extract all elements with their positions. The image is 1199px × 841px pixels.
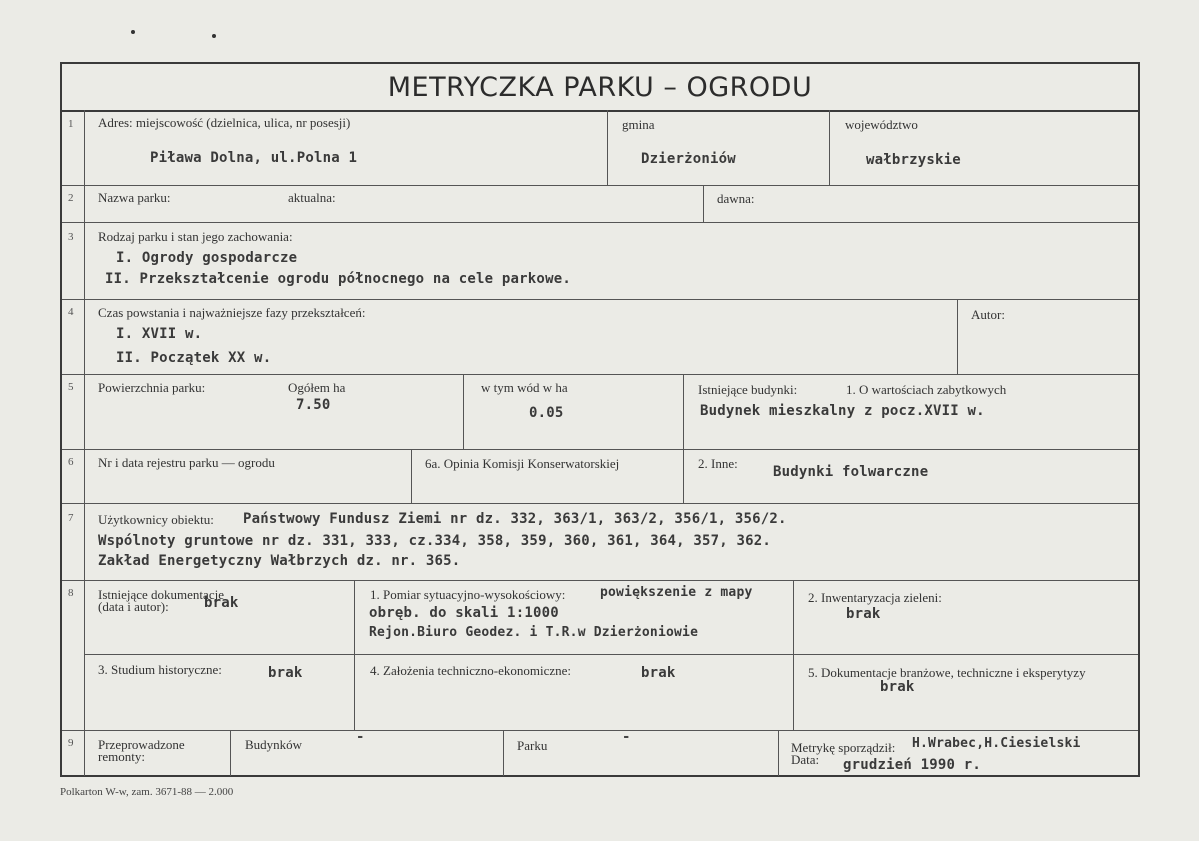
tech-assumptions-value: brak — [641, 665, 676, 681]
col-divider — [829, 110, 830, 185]
origin-line-1: I. XVII w. — [116, 326, 203, 342]
col-divider — [607, 110, 608, 185]
address-label: Adres: miejscowość (dzielnica, ulica, nr posesji) — [98, 115, 351, 130]
wojewodztwo-label: województwo — [845, 117, 918, 132]
greenery-inventory-label: 2. Inwentaryzacja zieleni: — [808, 590, 942, 605]
users-label: Użytkownicy obiektu: — [98, 512, 214, 527]
title-divider — [62, 110, 1138, 112]
monuments-value: Budynek mieszkalny z pocz.XVII w. — [700, 403, 985, 419]
row-number: 8 — [68, 587, 74, 599]
gmina-label: gmina — [622, 117, 655, 132]
col-divider — [503, 730, 504, 776]
wojewodztwo-value: wałbrzyskie — [866, 152, 961, 168]
row-number: 4 — [68, 306, 74, 318]
col-divider — [354, 580, 355, 730]
survey-line-1: powiększenie z mapy — [600, 585, 753, 600]
survey-line-3: Rejon.Biuro Geodez. i T.R.w Dzierżoniowie — [369, 625, 699, 640]
date-value: grudzień 1990 r. — [843, 757, 982, 773]
row-divider — [62, 503, 1138, 504]
col-divider — [793, 580, 794, 730]
row-divider — [62, 449, 1138, 450]
number-column-divider — [84, 110, 85, 776]
col-divider — [230, 730, 231, 776]
col-divider — [463, 374, 464, 449]
park-type-line-1: I. Ogrody gospodarcze — [116, 250, 298, 266]
branch-docs-value: brak — [880, 679, 915, 695]
row-number: 9 — [68, 737, 74, 749]
renovations-park-label: Parku — [517, 738, 548, 753]
col-divider — [957, 299, 958, 374]
renovations-buildings-label: Budynków — [245, 737, 303, 752]
park-type-label: Rodzaj parku i stan jego zachowania: — [98, 229, 293, 244]
origin-line-2: II. Początek XX w. — [116, 350, 272, 366]
water-area-value: 0.05 — [529, 405, 564, 421]
total-area-value: 7.50 — [296, 397, 331, 413]
existing-docs-value: brak — [204, 595, 239, 611]
existing-docs-label: Istniejące dokumentacje — [98, 587, 224, 602]
form-title: METRYCZKA PARKU – OGRODU — [387, 72, 813, 103]
renovations-buildings-value: - — [356, 729, 365, 745]
users-line-3: Zakład Energetyczny Wałbrzych dz. nr. 365. — [98, 553, 461, 569]
buildings-label: Istniejące budynki: — [698, 382, 798, 397]
users-line-1: Państwowy Fundusz Ziemi nr dz. 332, 363/1, 363/2, 356/1, 356/2. — [243, 511, 787, 527]
col-divider — [703, 185, 704, 222]
gmina-value: Dzierżoniów — [641, 151, 736, 167]
area-label: Powierzchnia parku: — [98, 380, 206, 395]
origin-label: Czas powstania i najważniejsze fazy przekształceń: — [98, 305, 366, 320]
col-divider — [778, 730, 779, 776]
other-buildings-value: Budynki folwarczne — [773, 464, 929, 480]
greenery-inventory-value: brak — [846, 606, 881, 622]
renovations-sublabel: remonty: — [98, 749, 145, 764]
speck-mark — [131, 30, 135, 34]
prepared-by-value: H.Wrabec,H.Ciesielski — [912, 736, 1081, 751]
monuments-label: 1. O wartościach zabytkowych — [846, 382, 1007, 397]
history-study-value: brak — [268, 665, 303, 681]
col-divider — [683, 374, 684, 503]
row-number: 2 — [68, 192, 74, 204]
row-divider — [62, 580, 1138, 581]
row-divider — [62, 730, 1138, 731]
water-area-label: w tym wód w ha — [481, 380, 568, 395]
row-number: 5 — [68, 381, 74, 393]
row-number: 3 — [68, 231, 74, 243]
former-name-label: dawna: — [717, 191, 755, 206]
existing-docs-sublabel: (data i autor): — [98, 599, 169, 614]
speck-mark — [212, 34, 216, 38]
branch-docs-label: 5. Dokumentacje branżowe, techniczne i eksperytyzy — [808, 665, 1086, 680]
renovations-park-value: - — [622, 729, 631, 745]
prepared-by-label: Metrykę sporządził: — [791, 740, 896, 755]
printer-imprint: Polkarton W-w, zam. 3671-88 — 2.000 — [60, 786, 234, 798]
row-divider — [62, 222, 1138, 223]
row-divider — [84, 654, 1138, 655]
row-divider — [62, 374, 1138, 375]
commission-opinion-label: 6a. Opinia Komisji Konserwatorskiej — [425, 456, 620, 471]
row-divider — [62, 299, 1138, 300]
park-type-line-2: II. Przekształcenie ogrodu północnego na cele parkowe. — [105, 271, 571, 287]
history-study-label: 3. Studium historyczne: — [98, 662, 222, 677]
author-label: Autor: — [971, 307, 1005, 322]
date-label: Data: — [791, 752, 820, 767]
row-number: 1 — [68, 118, 74, 130]
other-buildings-label: 2. Inne: — [698, 456, 738, 471]
tech-assumptions-label: 4. Założenia techniczno-ekonomiczne: — [370, 663, 572, 678]
address-value: Piława Dolna, ul.Polna 1 — [150, 150, 358, 166]
users-line-2: Wspólnoty gruntowe nr dz. 331, 333, cz.334, 358, 359, 360, 361, 364, 357, 362. — [98, 533, 772, 549]
survey-line-2: obręb. do skali 1:1000 — [369, 605, 559, 621]
total-area-label: Ogółem ha — [288, 380, 346, 395]
renovations-label: Przeprowadzone — [98, 737, 185, 752]
row-number: 7 — [68, 512, 74, 524]
current-name-label: aktualna: — [288, 190, 336, 205]
park-name-label: Nazwa parku: — [98, 190, 171, 205]
survey-label: 1. Pomiar sytuacyjno-wysokościowy: — [370, 587, 566, 602]
row-divider — [62, 185, 1138, 186]
row-number: 6 — [68, 456, 74, 468]
col-divider — [411, 449, 412, 503]
register-label: Nr i data rejestru parku — ogrodu — [98, 455, 275, 470]
